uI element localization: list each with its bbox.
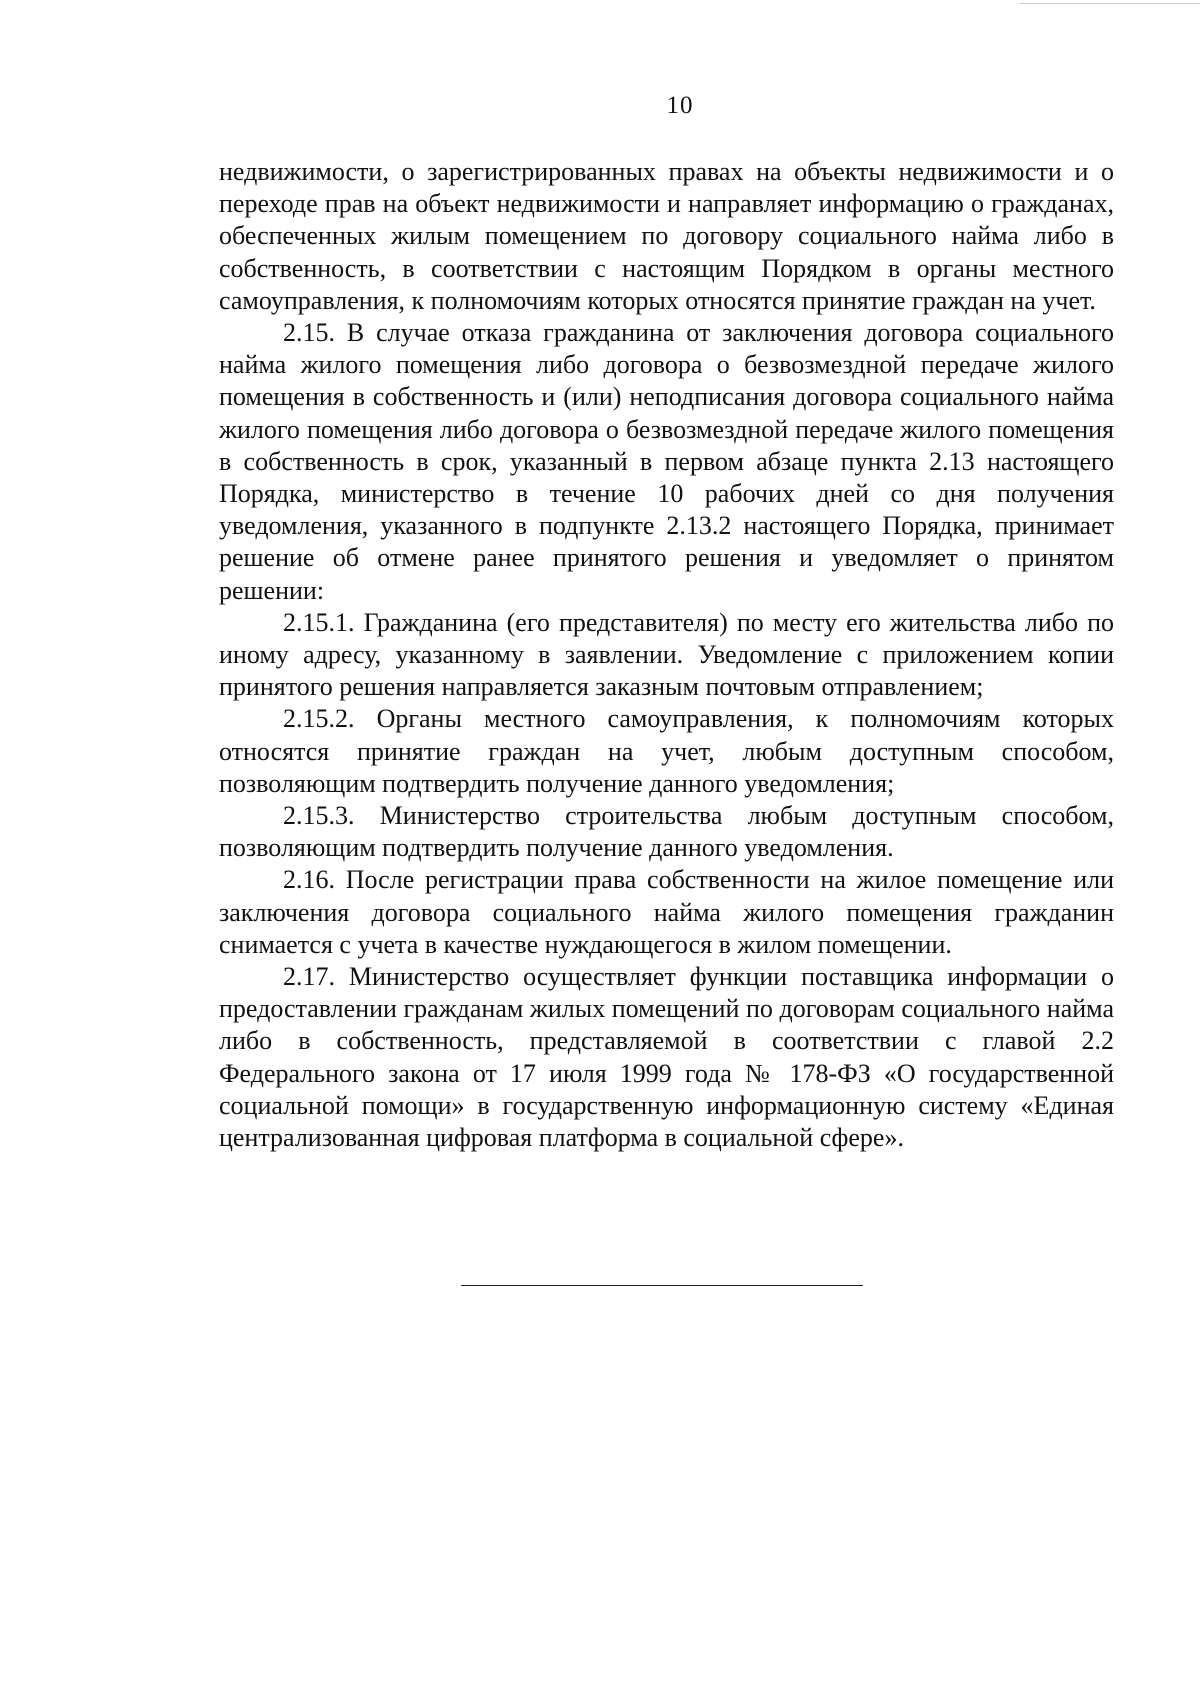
paragraph-2-15-3: 2.15.3. Министерство строительства любым доступным способом, позволяющим подтвердить получение данного уведомления.: [219, 801, 1114, 863]
scan-edge-line: [1020, 3, 1200, 4]
paragraph-2-15-1: 2.15.1. Гражданина (его представителя) по месту его жительства либо по иному адресу, указанному в заявлении. Уведомление с приложением копии принятого решения направляется заказным почтовым отправлением;: [219, 607, 1114, 702]
paragraph-2-15: 2.15. В случае отказа гражданина от заключения договора социального найма жилого помещения либо договора о безвозмездной передаче жилого помещения в собственность и (или) неподписания договора социального найма жилого помещения либо договора о безвозмездной передаче жилого помещения в собственность в срок, указанный в первом абзаце пункта 2.13 настоящего Порядка, министерство в течение 10 рабочих дней со дня получения уведомления, указанного в подпункте 2.13.2 настоящего Порядка, принимает решение об отмене ранее принятого решения и уведомляет о принятом решении:: [219, 318, 1114, 605]
page-number: 10: [666, 92, 694, 119]
paragraph-continuation: недвижимости, о зарегистрированных правах на объекты недвижимости и о переходе прав на объект недвижимости и направляет информацию о гражданах, обеспеченных жилым помещением по договору социального найма либо в собственность, в соответствии с настоящим Порядком в органы местного самоуправления, к полномочиям которых относятся принятие граждан на учет.: [219, 157, 1114, 315]
paragraph-2-15-2: 2.15.2. Органы местного самоуправления, к полномочиям которых относятся принятие граждан на учет, любым доступным способом, позволяющим подтвердить получение данного уведомления;: [219, 704, 1114, 798]
paragraph-2-16: 2.16. После регистрации права собственности на жилое помещение или заключения договора социального найма жилого помещения гражданин снимается с учета в качестве нуждающегося в жилом помещении.: [219, 865, 1114, 959]
document-body: [219, 156, 1114, 1154]
paragraph-2-17: 2.17. Министерство осуществляет функции поставщика информации о предоставлении гражданам жилых помещений по договорам социального найма либо в собственность, представляемой в соответствии с главой 2.2 Федерального закона от 17 июля 1999 года № 178-ФЗ «О государственной социальной помощи» в государственную информационную систему «Единая централизованная цифровая платформа в социальной сфере».: [219, 962, 1114, 1153]
end-of-text-divider: [461, 1285, 863, 1286]
